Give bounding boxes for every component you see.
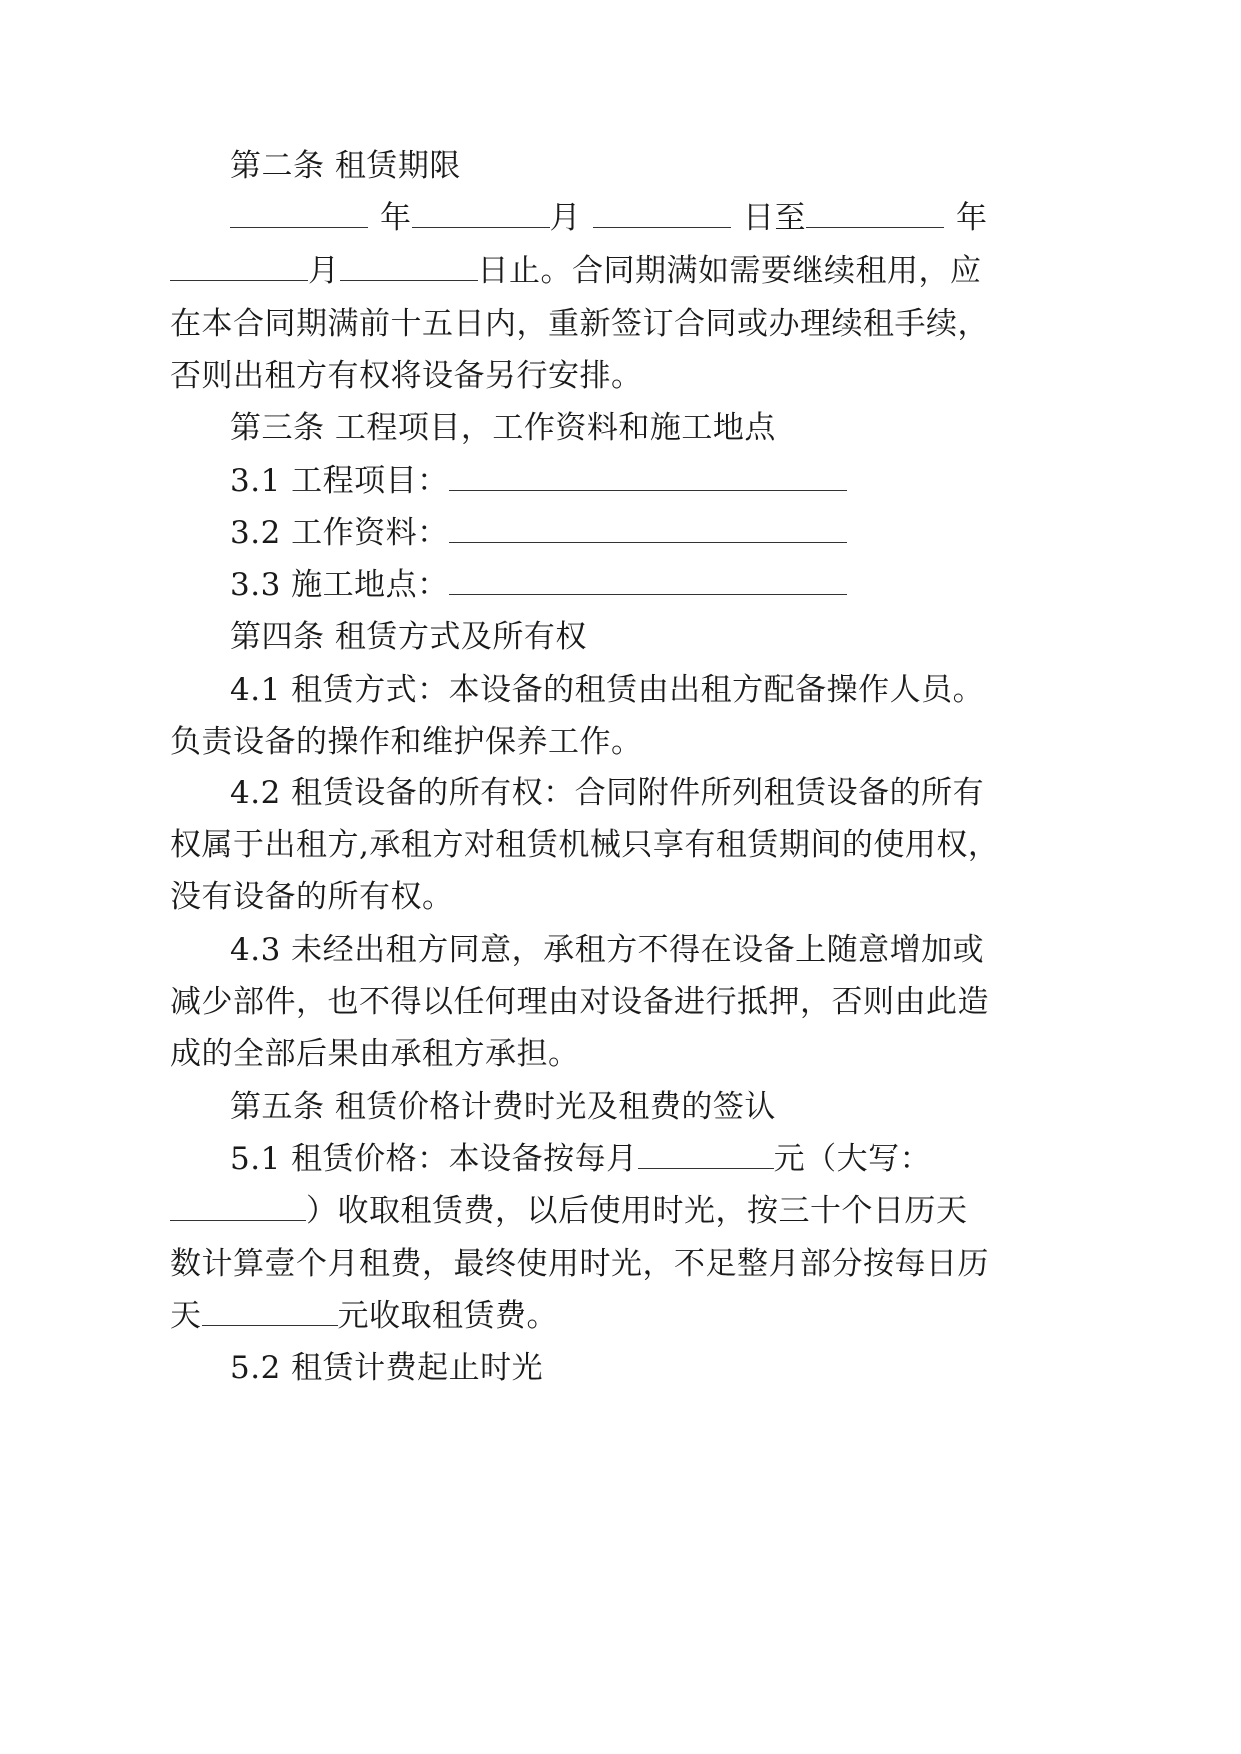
section5-p2-heading: 5.2 租赁计费起止时光	[230, 1350, 544, 1386]
section5-p1-line3: 数计算壹个月租费，最终使用时光，不足整月部分按每日历	[170, 1246, 989, 1282]
section2-date-row1: 年 月 日至 年	[230, 200, 988, 236]
section4-p3-line3: 成的全部后果由承租方承担。	[170, 1036, 580, 1072]
site-blank	[449, 570, 847, 595]
price-capital-blank	[170, 1196, 306, 1221]
end-year-blank	[806, 203, 944, 228]
section3-item3: 3.3 施工地点：	[230, 567, 847, 603]
end-month-blank	[170, 256, 308, 281]
daily-price-blank	[202, 1301, 338, 1326]
section4-p2-line3: 没有设备的所有权。	[170, 879, 454, 915]
section5-p1-line2: ）收取租赁费，以后使用时光，按三十个日历天	[170, 1193, 968, 1229]
start-year-blank	[230, 203, 368, 228]
end-day-blank	[340, 256, 478, 281]
section2-text-row4: 否则出租方有权将设备另行安排。	[170, 358, 643, 394]
section5-heading: 第五条 租赁价格计费时光及租费的签认	[230, 1089, 776, 1125]
section4-p2-line1: 4.2 租赁设备的所有权：合同附件所列租赁设备的所有	[230, 775, 985, 811]
project-blank	[449, 466, 847, 491]
section3-heading: 第三条 工程项目，工作资料和施工地点	[230, 410, 776, 446]
section5-p1-line1: 5.1 租赁价格：本设备按每月 元（大写：	[230, 1141, 932, 1177]
section4-p1-line2: 负责设备的操作和维护保养工作。	[170, 724, 643, 760]
section5-p1-line4: 天 元收取租赁费。	[170, 1298, 558, 1334]
start-month-blank	[412, 203, 550, 228]
start-day-blank	[593, 203, 731, 228]
section4-p3-line1: 4.3 未经出租方同意，承租方不得在设备上随意增加或	[230, 932, 985, 968]
section3-item2: 3.2 工作资料：	[230, 515, 847, 551]
monthly-price-blank	[638, 1144, 774, 1169]
section4-p1-line1: 4.1 租赁方式：本设备的租赁由出租方配备操作人员。	[230, 672, 985, 708]
section4-p2-line2: 权属于出租方,承租方对租赁机械只享有租赁期间的使用权，	[170, 827, 1000, 863]
materials-blank	[449, 518, 847, 543]
section2-heading: 第二条 租赁期限	[230, 148, 461, 184]
section2-text-row3: 在本合同期满前十五日内，重新签订合同或办理续租手续，	[170, 306, 989, 342]
section2-date-row2: 月 日止。合同期满如需要继续租用，应	[170, 253, 982, 289]
section4-heading: 第四条 租赁方式及所有权	[230, 619, 587, 655]
section3-item1: 3.1 工程项目：	[230, 463, 847, 499]
section4-p3-line2: 减少部件，也不得以任何理由对设备进行抵押，否则由此造	[170, 984, 989, 1020]
